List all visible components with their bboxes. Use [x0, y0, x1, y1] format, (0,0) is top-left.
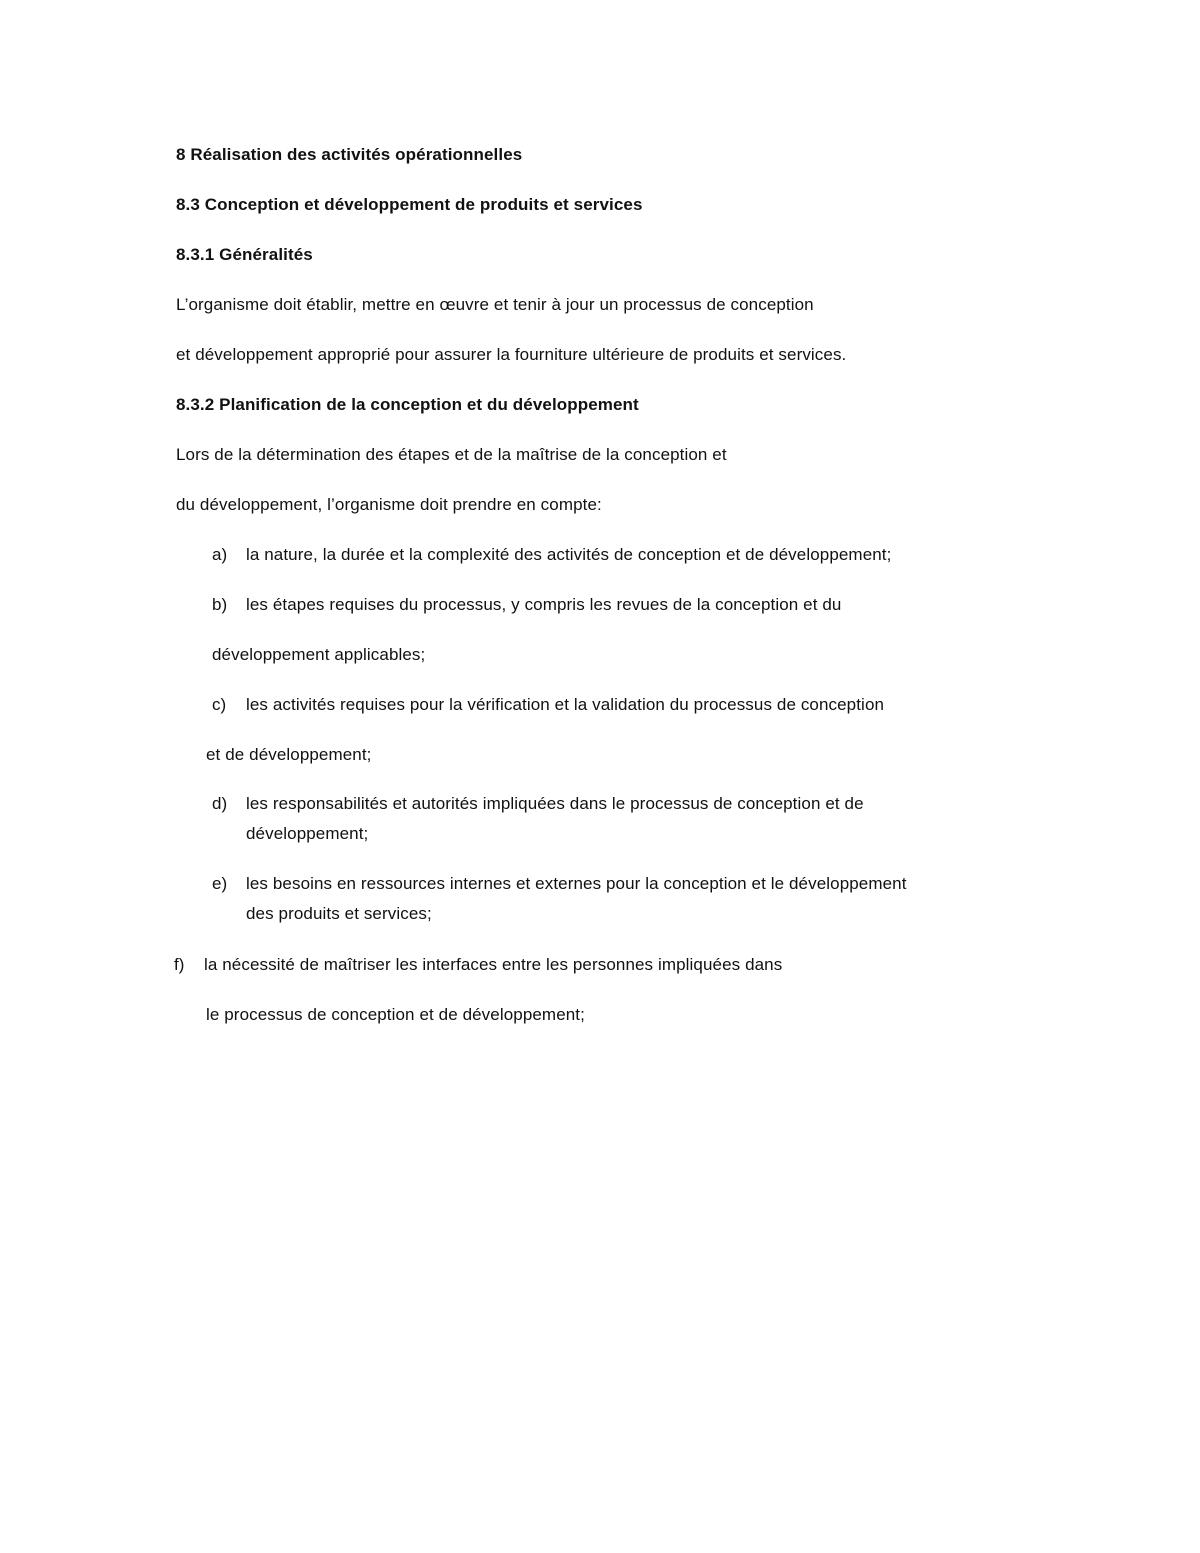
list-item-text: la nature, la durée et la complexité des activités de conception et de développement;	[246, 545, 892, 564]
list-item-text: développement;	[246, 824, 369, 843]
paragraph-line: L’organisme doit établir, mettre en œuvre et tenir à jour un processus de conception	[176, 295, 814, 314]
list-marker: a)	[212, 545, 228, 564]
paragraph-line: et développement approprié pour assurer la fourniture ultérieure de produits et services.	[176, 345, 847, 364]
subsection-heading: 8.3 Conception et développement de produits et services	[176, 195, 643, 214]
list-marker: f)	[174, 955, 185, 974]
list-marker: d)	[212, 794, 228, 813]
list-item-text: le processus de conception et de développement;	[206, 1005, 585, 1024]
list-item-text: les besoins en ressources internes et externes pour la conception et le développement	[246, 874, 907, 893]
list-item-text: les étapes requises du processus, y compris les revues de la conception et du	[246, 595, 842, 614]
subsubsection-heading-planification: 8.3.2 Planification de la conception et du développement	[176, 395, 639, 414]
paragraph-line: du développement, l’organisme doit prendre en compte:	[176, 495, 602, 514]
list-item-text: et de développement;	[206, 745, 372, 764]
list-item-text: développement applicables;	[212, 645, 426, 664]
list-item-text: la nécessité de maîtriser les interfaces entre les personnes impliquées dans	[204, 955, 783, 974]
section-heading: 8 Réalisation des activités opérationnelles	[176, 145, 523, 164]
paragraph-line: Lors de la détermination des étapes et de la maîtrise de la conception et	[176, 445, 727, 464]
list-marker: c)	[212, 695, 227, 714]
list-item-text: les activités requises pour la vérification et la validation du processus de conception	[246, 695, 885, 714]
list-marker: e)	[212, 874, 228, 893]
subsubsection-heading-generalites: 8.3.1 Généralités	[176, 245, 313, 264]
list-marker: b)	[212, 595, 228, 614]
list-item-text: les responsabilités et autorités impliquées dans le processus de conception et de	[246, 794, 864, 813]
list-item-text: des produits et services;	[246, 904, 432, 923]
